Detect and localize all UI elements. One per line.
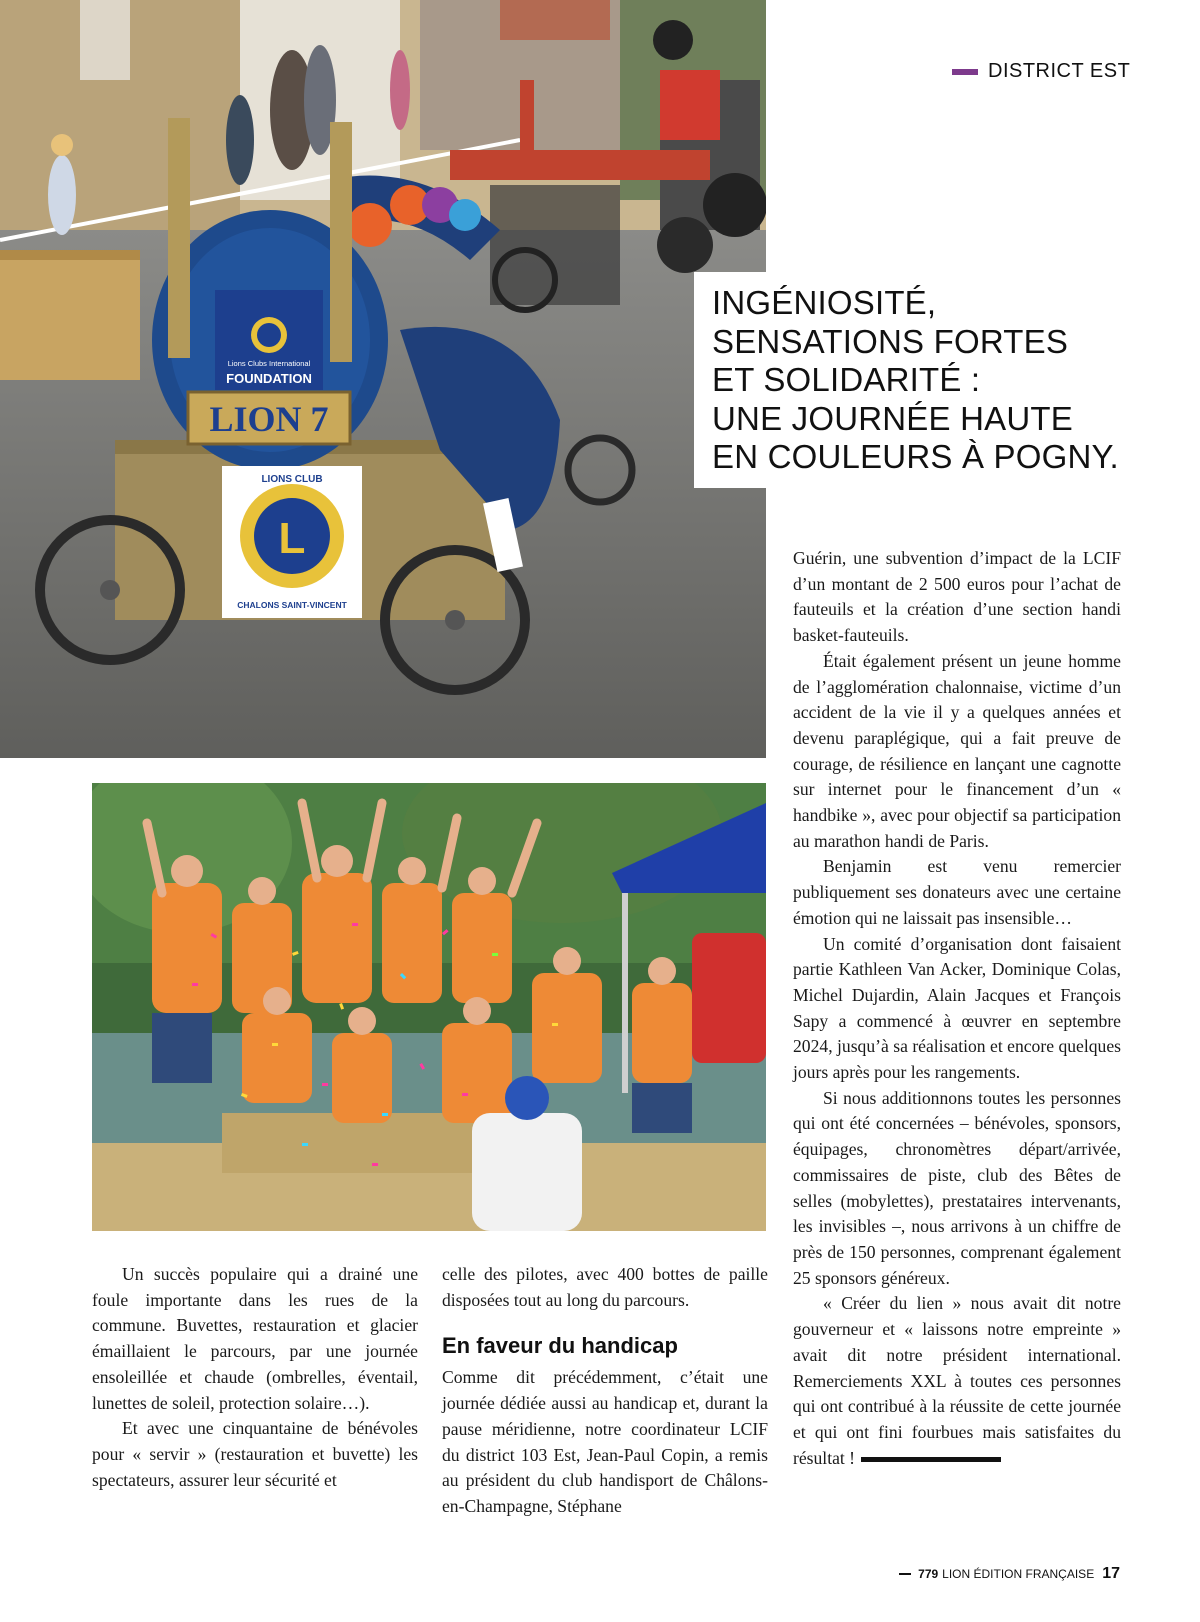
paragraph: Si nous additionnons toutes les personnes qui ont été concernées – bénévoles, sponsors, équipages, chronomètres départ/arrivée, commissaires de piste, club des Bêtes de selles (mobylettes), prestataires intervenants, les invisibles –, nous arrivons à un chiffre de près de 150 personnes, comprenant également 25 sponsors généreux. — [793, 1087, 1121, 1288]
body-column-1 — [92, 1262, 418, 1493]
body-column-3 — [793, 546, 1121, 1471]
paragraph-continued: celle des pilotes, avec 400 bottes de paille disposées tout au long du parcours. — [442, 1264, 768, 1310]
club-badge-top: LIONS CLUB — [261, 474, 323, 485]
paragraph: Un succès populaire qui a drainé une foule importante dans les rues de la commune. Buvettes, restauration et glacier émaillaient le parcours, par une journée ensoleillée et chaude (ombrelles, éventail, lunettes de soleil, protection solaire…). — [92, 1264, 418, 1413]
headline-line: UNE JOURNÉE HAUTE — [712, 399, 1073, 437]
page-footer — [899, 1565, 1120, 1583]
section-tag — [952, 60, 1130, 83]
soapbox-race-photo — [0, 0, 766, 758]
paragraph: Benjamin est venu remercier publiquement ses donateurs avec une certaine émotion qui ne laissait pas insensible… — [793, 856, 1121, 928]
end-of-article-rule — [861, 1457, 1001, 1462]
final-paragraph-text: « Créer du lien » nous avait dit notre gouverneur et « laissons notre empreinte » avait dit notre président international. Remerciements XXL à toutes ces personnes qui ont contribué à la réussite de cette journée et qui ont fini fourbues mais satisfaites du résultat ! — [793, 1293, 1121, 1468]
page-number: 17 — [1102, 1565, 1120, 1582]
headline-line: SENSATIONS FORTES — [712, 322, 1069, 360]
section-label: DISTRICT EST — [988, 60, 1131, 82]
svg-text:L: L — [278, 514, 306, 563]
headline-line: EN COULEURS À POGNY. — [712, 438, 1119, 475]
publication-name: LION ÉDITION FRANÇAISE — [942, 1567, 1095, 1581]
club-badge-bottom: CHALONS SAINT-VINCENT — [237, 600, 347, 610]
headline-line: INGÉNIOSITÉ, — [712, 284, 937, 321]
body-column-2 — [442, 1262, 768, 1520]
section-accent-bar — [952, 69, 978, 75]
lion7-plate-text: LION 7 — [209, 399, 329, 439]
issue-number: 779 — [918, 1567, 939, 1581]
paragraph: Comme dit précédemment, c’était une journée dédiée aussi au handicap et, durant la pause méridienne, notre coordinateur LCIF du district 103 Est, Jean-Paul Copin, a remis au président du club handisport de Châlons-en-Champagne, Stéphane — [442, 1367, 768, 1516]
paragraph: Et avec une cinquantaine de bénévoles pour « servir » (restauration et buvette) les spectateurs, assurer leur sécurité et — [92, 1418, 418, 1490]
footer-dash — [899, 1573, 911, 1575]
headline-line: ET SOLIDARITÉ : — [712, 361, 981, 398]
volunteers-group-photo — [92, 783, 766, 1231]
foundation-top-text: Lions Clubs International — [227, 359, 311, 368]
article-headline — [712, 284, 1182, 477]
foundation-text: FOUNDATION — [226, 371, 312, 386]
paragraph-continued: Guérin, une subvention d’impact de la LCIF d’un montant de 2 500 euros pour l’achat de fauteuils et la création d’une section handi basket-fauteuils. — [793, 548, 1121, 646]
paragraph: Était également présent un jeune homme de l’agglomération chalonnaise, victime d’un accident de la vie il y a quelques années et devenu paraplégique, qui a fait preuve de courage, de résilience en lançant une cagnotte sur internet pour le financement d’un « handbike », avec pour objectif sa participation au marathon handi de Paris. — [793, 650, 1121, 851]
subheading: En faveur du handicap — [442, 1333, 678, 1359]
paragraph: Un comité d’organisation dont faisaient partie Kathleen Van Acker, Dominique Colas, Michel Dujardin, Alain Jacques et François Sapy a commencé à œuvrer en septembre 2024, jusqu’à sa réalisation et encore quelques jours après pour les rangements. — [793, 933, 1121, 1083]
paragraph-final — [793, 1291, 1121, 1471]
